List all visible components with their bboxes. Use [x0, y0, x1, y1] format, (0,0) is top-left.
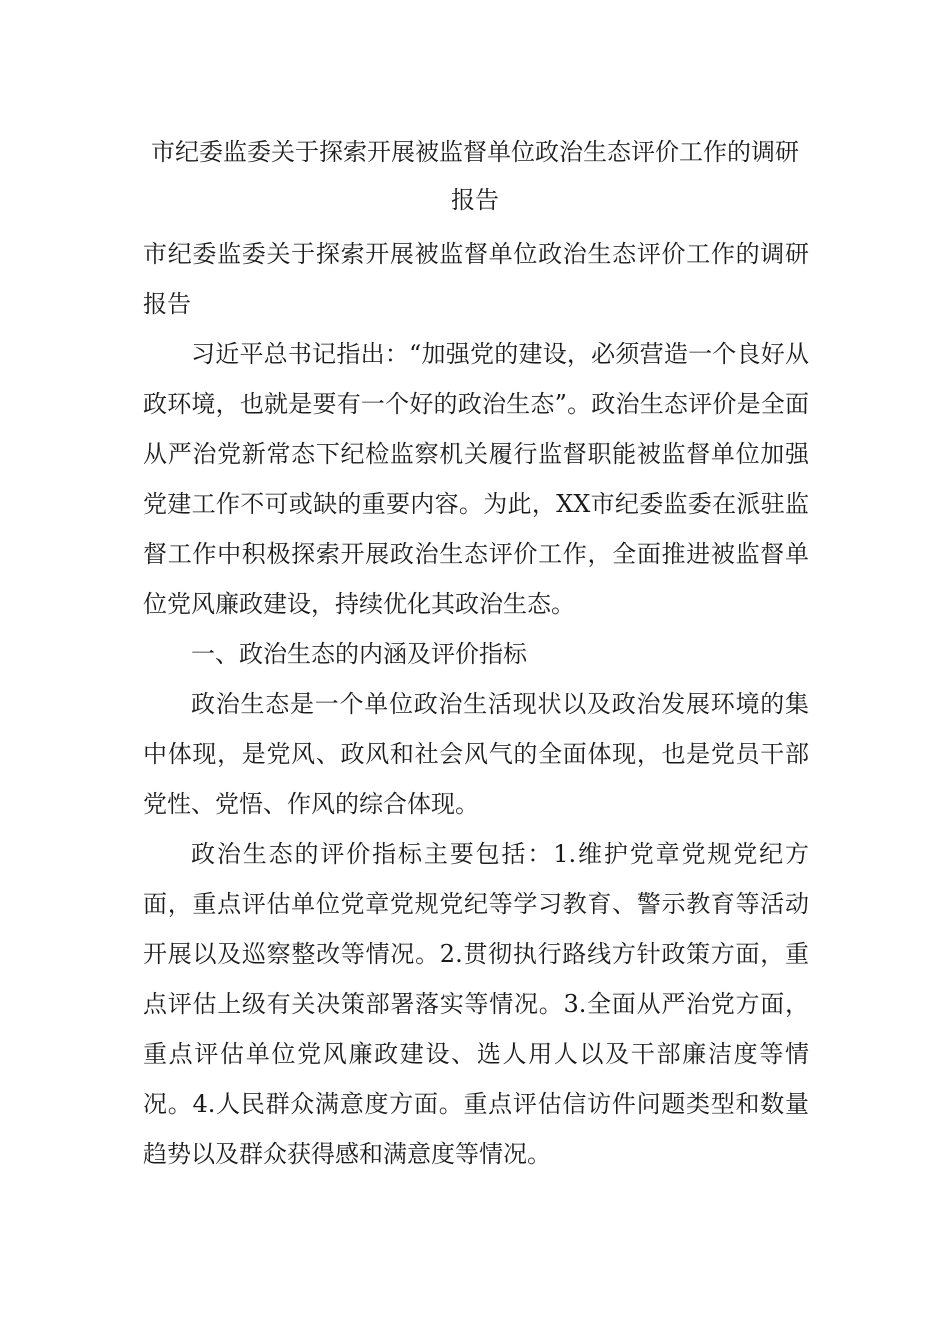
document-body — [143, 229, 809, 1179]
indicators-paragraph: 政治生态的评价指标主要包括：1.维护党章党规党纪方面，重点评估单位党章党规党纪等学习教育、警示教育等活动开展以及巡察整改等情况。2.贯彻执行路线方针政策方面，重点评估上级有关决策部署落实等情况。3.全面从严治党方面，重点评估单位党风廉政建设、选人用人以及干部廉洁度等情况。4.人民群众满意度方面。重点评估信访件问题类型和数量趋势以及群众获得感和满意度等情况。 — [143, 840, 809, 1168]
repeated-title-paragraph: 市纪委监委关于探索开展被监督单位政治生态评价工作的调研报告 — [143, 240, 809, 318]
intro-paragraph: 习近平总书记指出：“加强党的建设，必须营造一个良好从政环境，也就是要有一个好的政治生态”。政治生态评价是全面从严治党新常态下纪检监察机关履行监督职能被监督单位加强党建工作不可或缺的重要内容。为此，XX市纪委监委在派驻监督工作中积极探索开展政治生态评价工作，全面推进被监督单位党风廉政建设，持续优化其政治生态。 — [143, 340, 809, 618]
document-title: 市纪委监委关于探索开展被监督单位政治生态评价工作的调研报告 — [151, 138, 799, 214]
definition-paragraph: 政治生态是一个单位政治生活现状以及政治发展环境的集中体现，是党风、政风和社会风气的全面体现，也是党员干部党性、党悟、作风的综合体现。 — [143, 690, 809, 818]
section-heading: 一、政治生态的内涵及评价指标 — [191, 640, 527, 668]
